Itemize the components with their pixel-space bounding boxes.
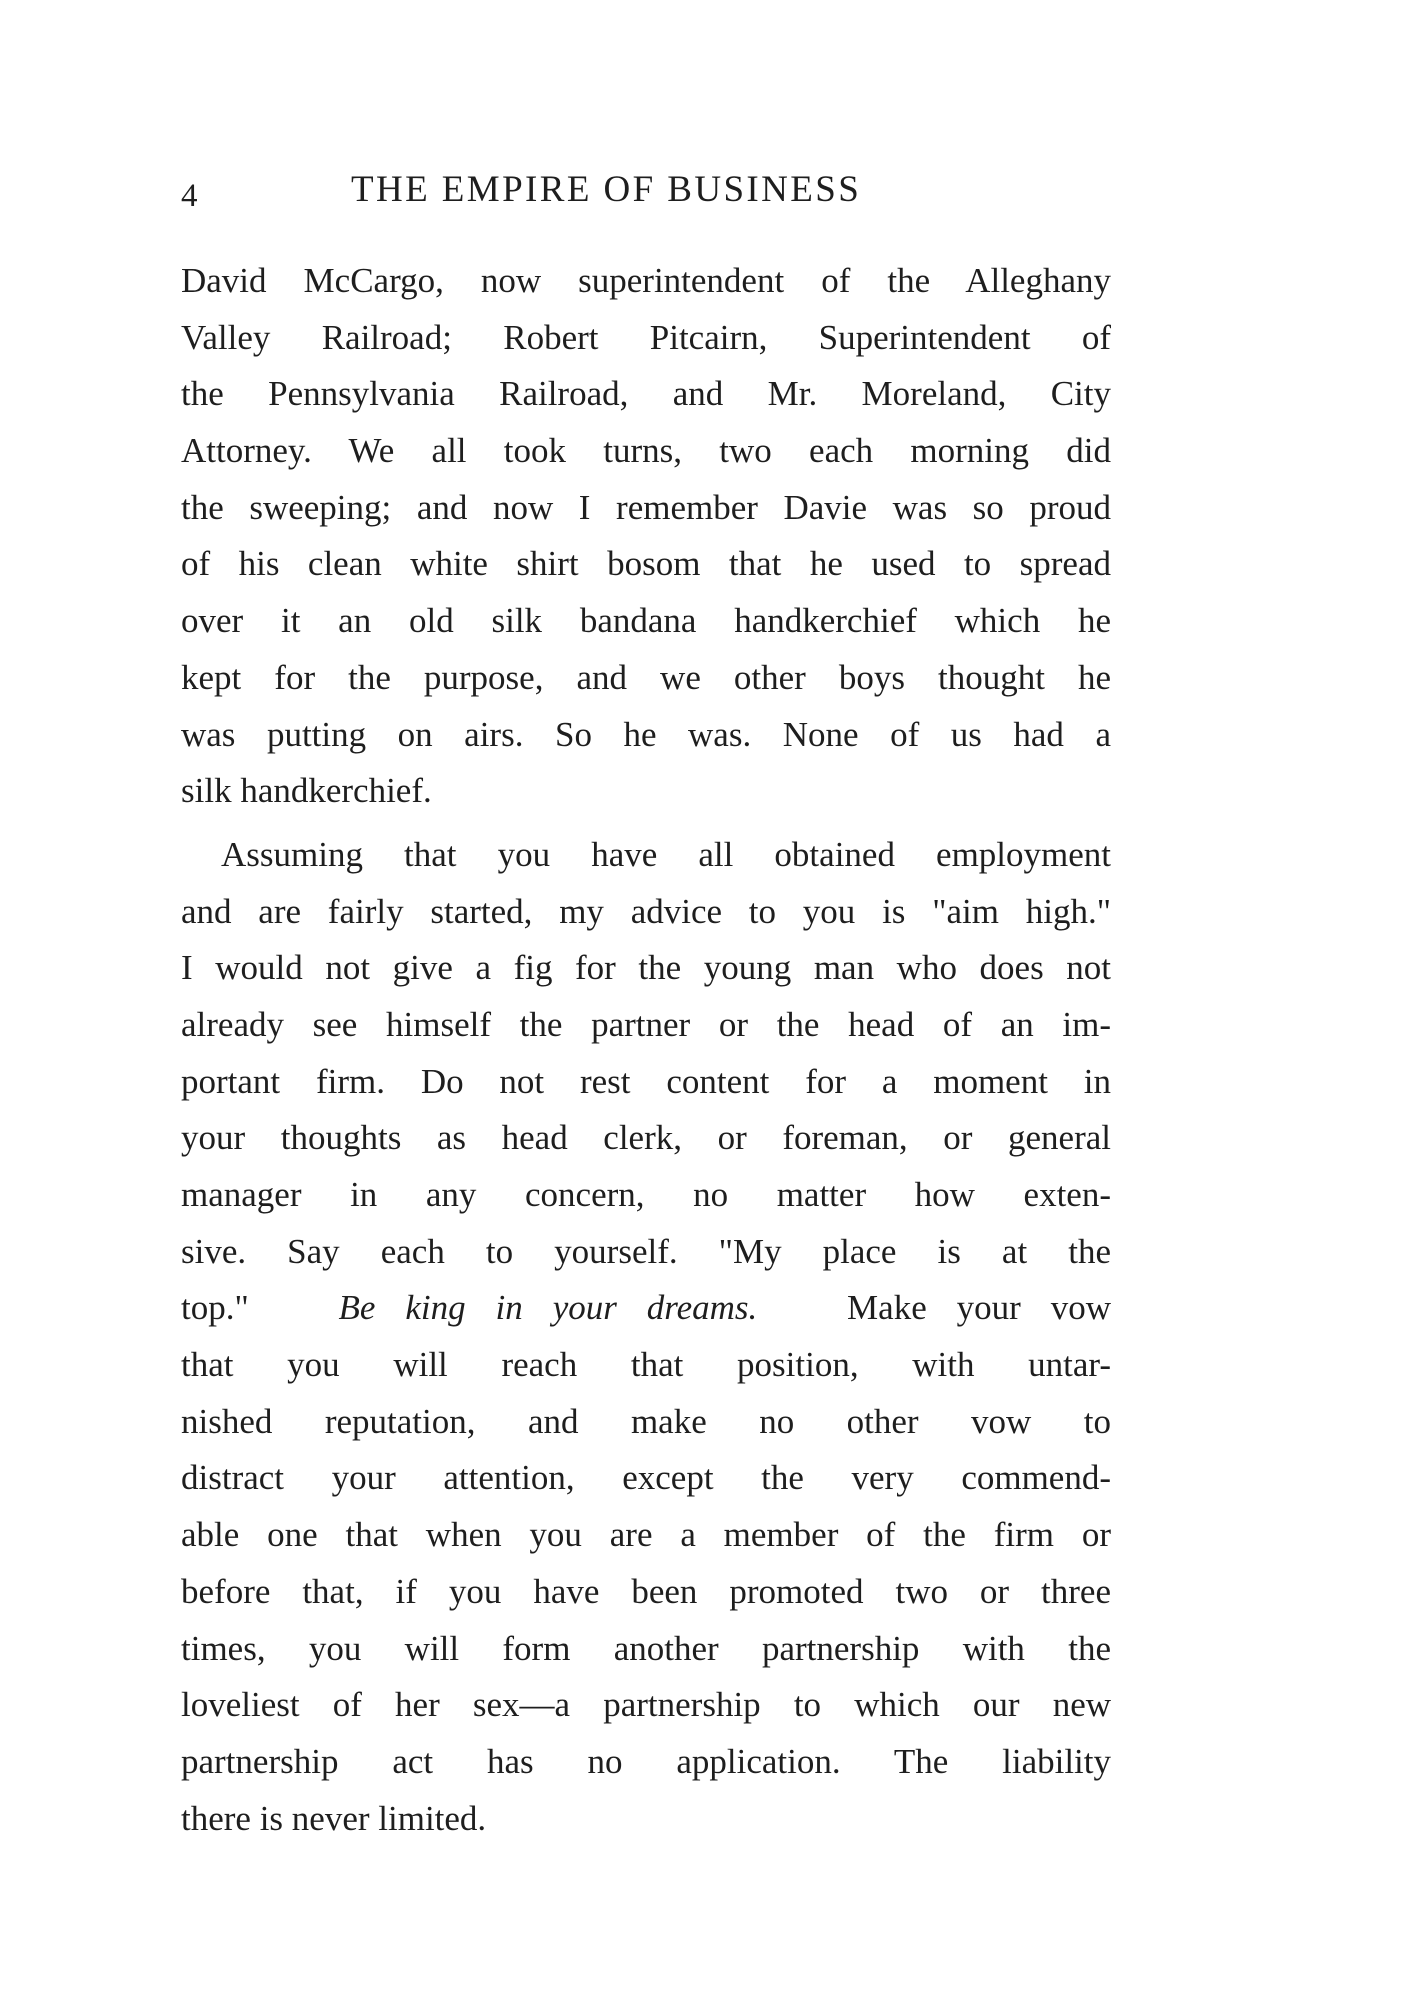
text-line: David McCargo, now superintendent of the Alleghany [181, 261, 1111, 300]
text-line: Assuming that you have all obtained employment [221, 834, 1111, 874]
running-head [181, 166, 1111, 216]
text-line: partnership act has no application. The liability [181, 1741, 1111, 1781]
text-line: manager in any concern, no matter how exten- [181, 1175, 1111, 1214]
text-line: of his clean white shirt bosom that he used to spread [181, 544, 1111, 584]
body-text [181, 253, 1111, 1847]
text-line: the Pennsylvania Railroad, and Mr. Moreland, City [181, 374, 1111, 414]
text-line-mixed [181, 1280, 1111, 1337]
paragraph [181, 827, 1111, 1847]
paragraph [181, 253, 1111, 820]
text-line: able one that when you are a member of the firm or [181, 1515, 1111, 1555]
text-line: Valley Railroad; Robert Pitcairn, Superintendent of [181, 317, 1111, 357]
text-run: Make your vow [847, 1288, 1111, 1328]
page-number: 4 [181, 178, 198, 214]
text-line: the sweeping; and now I remember Davie was so proud [181, 487, 1111, 527]
text-line: that you will reach that position, with untar- [181, 1345, 1111, 1385]
text-line: portant firm. Do not rest content for a moment in [181, 1061, 1111, 1101]
text-line: your thoughts as head clerk, or foreman, or general [181, 1118, 1111, 1158]
text-line: was putting on airs. So he was. None of us had a [181, 714, 1111, 754]
text-run: top." [181, 1288, 249, 1328]
text-line: I would not give a fig for the young man who does not [181, 948, 1111, 988]
text-line: kept for the purpose, and we other boys thought he [181, 657, 1111, 697]
text-line: loveliest of her sex—a partnership to which our new [181, 1685, 1111, 1725]
text-line: before that, if you have been promoted two or three [181, 1571, 1111, 1611]
text-line: silk handkerchief. [181, 771, 432, 811]
text-line: over it an old silk bandana handkerchief which he [181, 601, 1111, 641]
text-line: Attorney. We all took turns, two each morning did [181, 431, 1111, 471]
text-line: distract your attention, except the very commend- [181, 1458, 1111, 1498]
running-title: THE EMPIRE OF BUSINESS [351, 169, 862, 210]
text-line: sive. Say each to yourself. "My place is at the [181, 1231, 1111, 1271]
text-line: there is never limited. [181, 1798, 487, 1838]
text-line: times, you will form another partnership with the [181, 1628, 1111, 1668]
text-line: already see himself the partner or the head of an im- [181, 1004, 1111, 1044]
text-line: nished reputation, and make no other vow to [181, 1401, 1111, 1441]
italic-emphasis: Be king in your dreams. [338, 1288, 758, 1328]
text-line: and are fairly started, my advice to you is "aim high." [181, 891, 1111, 931]
